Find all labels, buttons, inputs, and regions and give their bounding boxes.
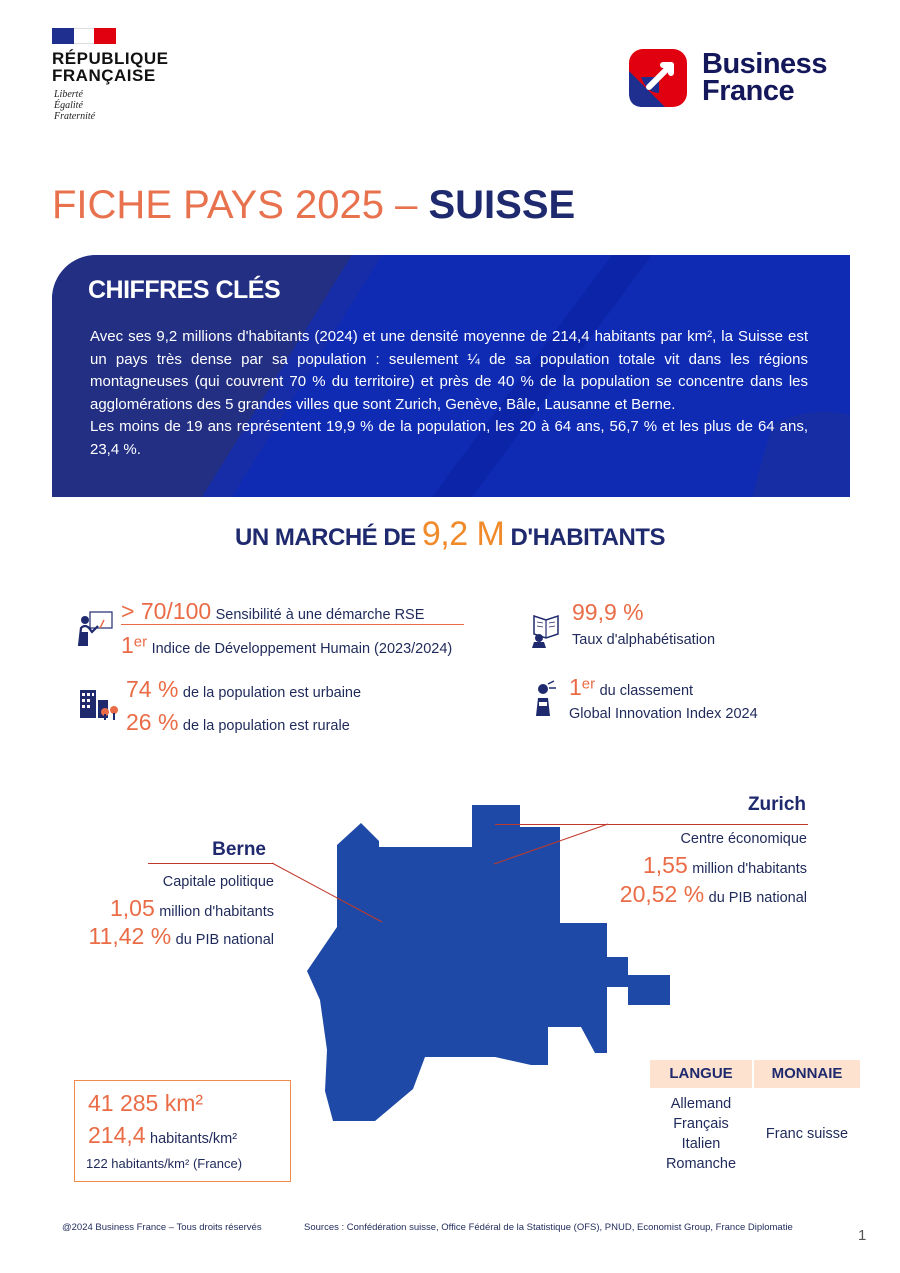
idh-stat: 1er Indice de Développement Humain (2023/2024) [121, 632, 453, 658]
city-buildings-icon [78, 686, 120, 720]
langue-item: Français [673, 1116, 729, 1132]
urban-value: 74 % [126, 676, 179, 702]
title-country: SUISSE [428, 183, 576, 227]
langue-list [650, 1094, 752, 1174]
gii-rank: 1 [569, 674, 582, 700]
berne-line-h [148, 863, 274, 864]
area-density: 214,4 habitants/km² [88, 1122, 238, 1148]
zurich-pop: 1,55 million d'habitants [642, 852, 807, 878]
zurich-pib: 20,52 % du PIB national [619, 881, 807, 907]
reading-person-icon [528, 610, 566, 648]
monnaie-value: Franc suisse [765, 1126, 849, 1142]
innovator-icon [530, 680, 560, 718]
market-value: 9,2 M [421, 515, 505, 553]
berne-pib: 11,42 % du PIB national [88, 923, 274, 949]
zurich-role: Centre économique [680, 831, 807, 847]
gii-label-2: Global Innovation Index 2024 [569, 706, 758, 722]
key-figures-heading: CHIFFRES CLÉS [88, 276, 281, 304]
idh-label: Indice de Développement Humain (2023/2024) [151, 641, 453, 657]
key-figures-paragraph-2: Les moins de 19 ans représentent 19,9 % de la population, les 20 à 64 ans, 56,7 % et les plus de 64 ans, 23,4 %. [90, 418, 808, 458]
page-title [52, 180, 575, 230]
literacy-label: Taux d'alphabétisation [572, 632, 716, 648]
gii-stat: 1er du classement [569, 674, 694, 700]
idh-rank: 1 [121, 632, 134, 658]
langue-item: Allemand [670, 1096, 732, 1112]
business-france-logo-icon [627, 47, 689, 109]
rural-label: de la population est rurale [182, 718, 350, 734]
langue-header: LANGUE [650, 1060, 752, 1088]
zurich-name: Zurich [747, 794, 806, 815]
rse-stat [121, 598, 424, 625]
footer-sources: Sources : Confédération suisse, Office Fédéral de la Statistique (OFS), PNUD, Economist Group, France Diplomatie [304, 1222, 793, 1233]
rse-value: > 70/100 [121, 598, 212, 624]
rural-stat [126, 709, 350, 736]
gii-label-1: du classement [599, 683, 694, 699]
page-number: 1 [858, 1227, 867, 1244]
republique-motto: Liberté Égalité Fraternité [54, 89, 96, 122]
presenter-icon [76, 608, 114, 648]
area-surface: 41 285 km² [88, 1090, 204, 1116]
langue-item: Italien [681, 1136, 721, 1152]
berne-name: Berne [212, 839, 266, 860]
berne-role: Capitale politique [162, 874, 274, 890]
key-figures-paragraph-1: Avec ses 9,2 millions d'habitants (2024) et une densité moyenne de 214,4 habitants par km², la Suisse est un pays très dense par sa population : seulement ¼ de sa population totale vit dans les régions montagneuses (qui couvrent 70 % du territoire) et près de 40 % de la population se concentre dans les agglomérations des 5 grandes villes que sont Zurich, Genève, Bâle, Lausanne et Berne. [90, 328, 808, 413]
area-france-density: 122 habitants/km² (France) [86, 1156, 243, 1171]
key-figures-text [90, 326, 808, 461]
footer-copyright: @2024 Business France – Tous droits réservés [62, 1222, 262, 1233]
title-prefix: FICHE PAYS 2025 – [52, 183, 429, 227]
berne-pop: 1,05 million d'habitants [109, 895, 274, 921]
rse-underline [121, 624, 464, 625]
urban-stat [126, 676, 361, 703]
literacy-value: 99,9 % [572, 599, 644, 625]
urban-label: de la population est urbaine [182, 685, 362, 701]
business-france-wordmark: Business France [702, 48, 827, 107]
republique-francaise-logo: RÉPUBLIQUE FRANÇAISE [52, 49, 169, 85]
rural-value: 26 % [126, 709, 179, 735]
rse-label: Sensibilité à une démarche RSE [215, 607, 425, 623]
berne-pointer [270, 860, 386, 924]
marianne-flag-icon [52, 28, 116, 44]
langue-item: Romanche [665, 1156, 737, 1172]
market-heading: UN MARCHÉ DE 9,2 M D'HABITANTS [235, 515, 665, 553]
monnaie-header: MONNAIE [754, 1060, 860, 1088]
